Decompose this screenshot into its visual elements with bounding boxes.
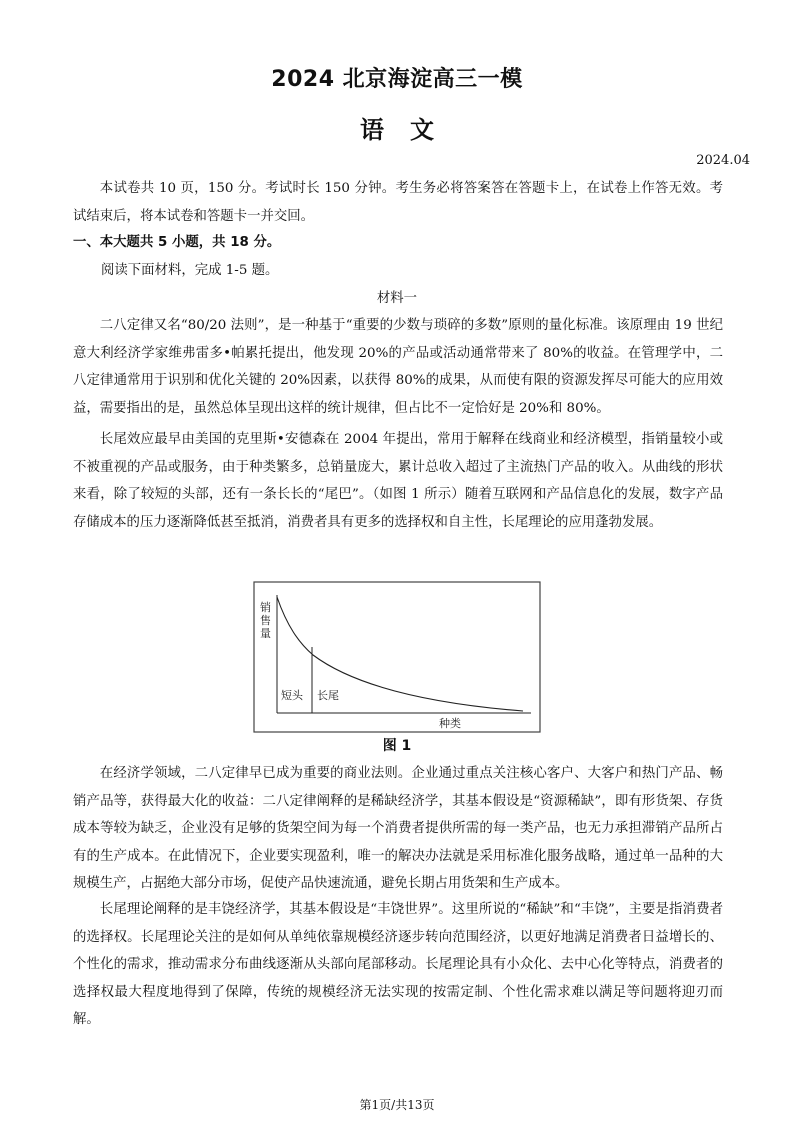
head-label: 短头 — [281, 689, 303, 702]
paragraph-long-tail: 长尾效应最早由美国的克里斯•安德森在 2004 年提出，常用于解释在线商业和经济模型，指销量较小或不被重视的产品或服务，由于种类繁多，总销量庞大，累计总收入超过了主流热门产品的收入。从曲线的形状来看，除了较短的头部，还有一条长长的“尾巴”。（如图 1 所示）随着互联网和产品信息化的发展，数字产品存储成本的压力逐渐降低甚至抵消，消费者具有更多的选择权和自主性，长尾理论的应用蓬勃发展。 — [73, 432, 723, 530]
exam-title: 2024 北京海淀高三一模 — [271, 67, 523, 92]
y-axis-label-2: 售 — [260, 614, 271, 627]
section-heading: 一、本大题共 5 小题，共 18 分。 — [73, 235, 281, 250]
tail-label: 长尾 — [317, 689, 339, 702]
section-instruction: 阅读下面材料，完成 1-5 题。 — [101, 263, 279, 278]
long-tail-figure — [253, 581, 541, 733]
exam-date: 2024.04 — [696, 153, 750, 168]
y-axis-label-1: 销 — [260, 601, 271, 614]
figure-frame — [254, 582, 540, 732]
material-title: 材料一 — [376, 291, 418, 306]
exam-intro: 本试卷共 10 页，150 分。考试时长 150 分钟。考生务必将答案答在答题卡上，在试卷上作答无效。考试结束后，将本试卷和答题卡一并交回。 — [73, 181, 723, 224]
paragraph-scarcity-economics: 在经济学领域，二八定律早已成为重要的商业法则。企业通过重点关注核心客户、大客户和热门产品、畅销产品等，获得最大化的收益：二八定律阐释的是稀缺经济学，其基本假设是“资源稀缺”，即有形货架、存货成本等较为缺乏，企业没有足够的货架空间为每一个消费者提供所需的每一类产品，也无力承担滞销产品所占有的生产成本。在此情况下，企业要实现盈利，唯一的解决办法就是采用标准化服务战略，通过单一品种的大规模生产，占据绝大部分市场，促使产品快速流通，避免长期占用货架和生产成本。 — [73, 766, 723, 892]
page-number: 第1页/共13页 — [359, 1098, 435, 1112]
x-axis-label: 种类 — [439, 717, 461, 730]
subject-title: 语文 — [360, 116, 460, 144]
paragraph-abundance-economics: 长尾理论阐释的是丰饶经济学，其基本假设是“丰饶世界”。这里所说的“稀缺”和“丰饶”，主要是指消费者的选择权。长尾理论关注的是如何从单纯依靠规模经济逐步转向范围经济，以更好地满足消费者日益增长的、个性化的需求，推动需求分布曲线逐渐从头部向尾部移动。长尾理论具有小众化、去中心化等特点，消费者的选择权最大程度地得到了保障，传统的规模经济无法实现的按需定制、个性化需求难以满足等问题将迎刃而解。 — [73, 902, 723, 1028]
figure-caption: 图 1 — [382, 738, 412, 754]
paragraph-pareto: 二八定律又名“80/20 法则”，是一种基于“重要的少数与琐碎的多数”原则的量化标准。该原理由 19 世纪意大利经济学家维弗雷多•帕累托提出，他发现 20%的产品或活动通常带来了 80%的收益。在管理学中，二八定律通常用于识别和优化关键的 20%因素，以获得 80%的成果，从而使有限的资源发挥尽可能大的应用效益，需要指出的是，虽然总体呈现出这样的统计规律，但占比不一定恰好是 20%和 80%。 — [73, 318, 723, 416]
y-axis-label-3: 量 — [260, 627, 271, 640]
long-tail-chart — [253, 581, 541, 733]
